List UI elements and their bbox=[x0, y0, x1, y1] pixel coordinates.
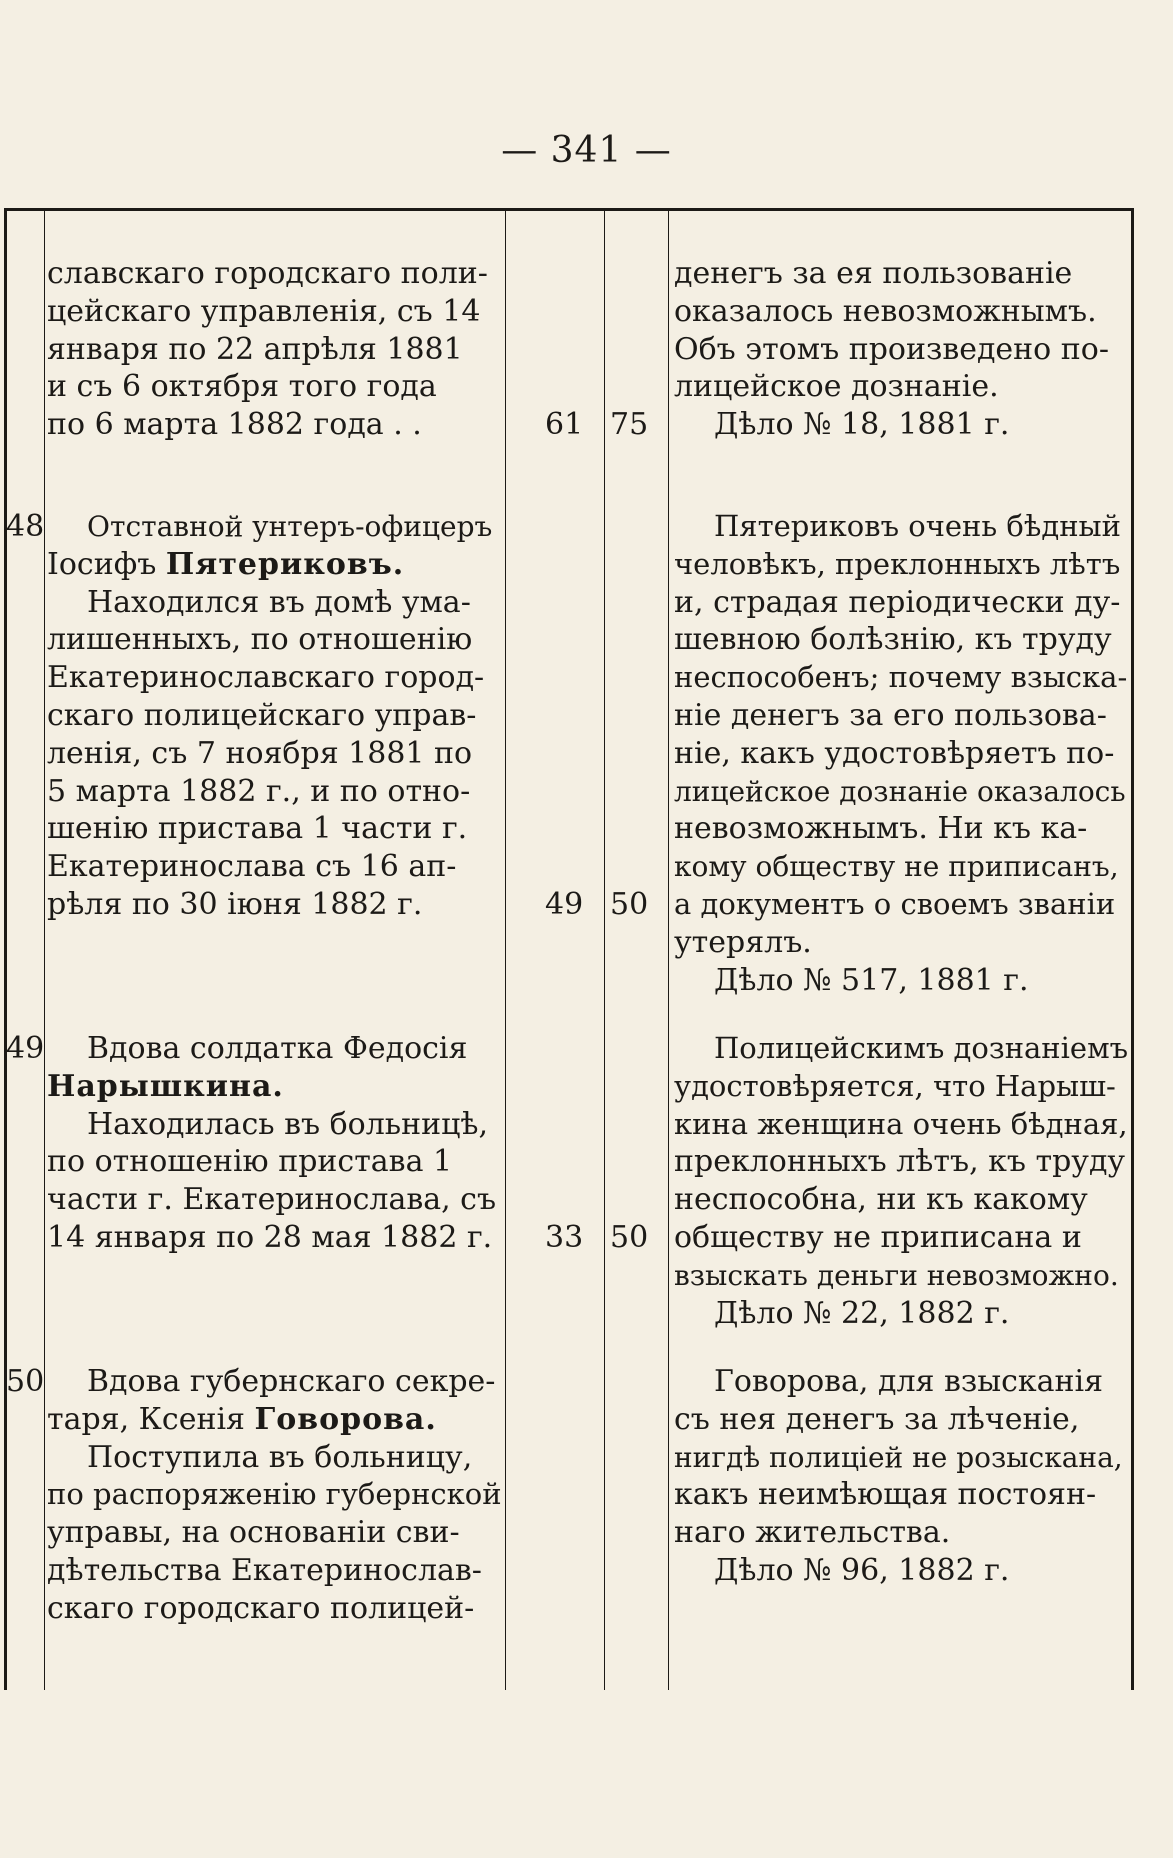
days-value: 61 bbox=[545, 407, 584, 442]
entry-description bbox=[47, 508, 502, 924]
entry-description bbox=[47, 255, 502, 444]
text-line: части г. Екатеринослава, съ bbox=[47, 1182, 497, 1218]
entry-description bbox=[47, 1030, 502, 1257]
days-value: 33 bbox=[545, 1220, 584, 1255]
text-line: денегъ за ея пользованіе bbox=[674, 256, 1073, 291]
text-line: Полицейскимъ дознаніемъ bbox=[714, 1031, 1129, 1065]
column-divider-amount bbox=[668, 210, 669, 1690]
text-line: рѣля по 30 іюня 1882 г. bbox=[47, 886, 423, 922]
entry-number: 48 bbox=[6, 509, 45, 544]
case-reference: Дѣло № 22, 1882 г. bbox=[714, 1295, 1010, 1331]
text-line: Екатеринославскаго город- bbox=[47, 660, 485, 696]
text-line: славскаго городскаго поли- bbox=[47, 256, 488, 291]
text-line: удостовѣряется, что Нарыш- bbox=[674, 1068, 1116, 1103]
text-line: 5 марта 1882 г., и по отно- bbox=[47, 773, 471, 809]
table-left-border bbox=[4, 210, 7, 1690]
person-name: таря, Ксенія Говорова. bbox=[47, 1401, 437, 1437]
surname: Говорова. bbox=[254, 1401, 437, 1437]
text-line: цейскаго управленія, съ 14 bbox=[47, 293, 481, 329]
table-top-rule bbox=[4, 208, 1134, 211]
entry-description bbox=[47, 1363, 502, 1628]
text-line: Говорова, для взысканія bbox=[714, 1364, 1104, 1399]
text-line: оказалось невозможнымъ. bbox=[674, 293, 1097, 329]
text-line: по 6 марта 1882 года . . bbox=[47, 407, 422, 443]
column-divider-text bbox=[505, 210, 506, 1690]
amount-value: 75 bbox=[610, 407, 649, 442]
case-reference: Дѣло № 96, 1882 г. bbox=[714, 1552, 1010, 1588]
table-right-border bbox=[1131, 210, 1134, 1690]
text-line: человѣкъ, преклонныхъ лѣтъ bbox=[674, 546, 1121, 581]
case-reference: Дѣло № 517, 1881 г. bbox=[714, 962, 1029, 998]
text-line: января по 22 апрѣля 1881 bbox=[47, 331, 463, 367]
text-line: кому обществу не приписанъ, bbox=[674, 850, 1119, 884]
text-line: какъ неимѣющая постоян- bbox=[674, 1477, 1097, 1513]
text-line: скаго полицейскаго управ- bbox=[47, 697, 477, 733]
text-line: ніе денегъ за его пользова- bbox=[674, 697, 1107, 733]
entry-remarks bbox=[674, 1030, 1129, 1332]
page-number: — 341 — bbox=[501, 130, 672, 171]
entry-remarks bbox=[674, 508, 1129, 999]
text-line: обществу не приписана и bbox=[674, 1219, 1082, 1255]
person-name bbox=[47, 1068, 502, 1106]
text-line: шенію пристава 1 части г. bbox=[47, 811, 468, 847]
text-line: Поступила въ больницу, bbox=[87, 1439, 473, 1475]
text-line: нигдѣ полиціей не розыскана, bbox=[674, 1440, 1123, 1474]
text-line: 14 января по 28 мая 1882 г. bbox=[47, 1219, 493, 1255]
text-line: Отставной унтеръ-офицеръ bbox=[87, 510, 493, 543]
text-line: съ нея денегъ за лѣченіе, bbox=[674, 1401, 1080, 1437]
text-line: Объ этомъ произведено по- bbox=[674, 331, 1109, 367]
text-line: дѣтельства Екатеринослав- bbox=[47, 1552, 482, 1588]
text-line: кина женщина очень бѣдная, bbox=[674, 1106, 1128, 1141]
text-line: Находился въ домѣ ума- bbox=[87, 584, 471, 620]
text-line: Вдова губернскаго секре- bbox=[87, 1364, 496, 1399]
text-line: Находилась въ больницѣ, bbox=[87, 1106, 489, 1142]
column-divider-days bbox=[604, 210, 605, 1690]
text-line: неспособенъ; почему взыска- bbox=[674, 660, 1128, 695]
text-line: по распоряженію губернской bbox=[47, 1477, 502, 1512]
entry-number: 50 bbox=[6, 1364, 45, 1399]
text-line: лицейское дознаніе. bbox=[674, 369, 999, 405]
text-line: а документъ о своемъ званіи bbox=[674, 886, 1116, 921]
entry-number: 49 bbox=[6, 1031, 45, 1066]
text-line: наго жительства. bbox=[674, 1515, 951, 1551]
amount-value: 50 bbox=[610, 887, 649, 922]
text-line: Вдова солдатка Федосія bbox=[87, 1031, 468, 1066]
text-line: Екатеринослава съ 16 ап- bbox=[47, 849, 457, 885]
surname: Пятериковъ. bbox=[165, 546, 405, 582]
amount-value: 50 bbox=[610, 1220, 649, 1255]
text-line: невозможнымъ. Ни къ ка- bbox=[674, 811, 1088, 847]
text-line: лишенныхъ, по отношенію bbox=[47, 622, 473, 658]
text-line: утерялъ. bbox=[674, 924, 812, 960]
text-line: преклонныхъ лѣтъ, къ труду bbox=[674, 1144, 1126, 1180]
surname: Нарышкина. bbox=[47, 1068, 284, 1104]
text-line: взыскать деньги невозможно. bbox=[674, 1258, 1119, 1292]
entry-remarks bbox=[674, 1363, 1129, 1590]
entry-remarks bbox=[674, 255, 1129, 444]
text-line: шевною болѣзнію, къ труду bbox=[674, 622, 1112, 658]
text-line: ленія, съ 7 ноября 1881 по bbox=[47, 735, 473, 771]
text-line: Пятериковъ очень бѣдный bbox=[714, 509, 1121, 543]
text-line: ніе, какъ удостовѣряетъ по- bbox=[674, 735, 1115, 771]
days-value: 49 bbox=[545, 887, 584, 922]
text-line: скаго городскаго полицей- bbox=[47, 1590, 475, 1626]
text-line: и, страдая періодически ду- bbox=[674, 584, 1121, 620]
text-line: и съ 6 октября того года bbox=[47, 369, 437, 405]
person-name: Іосифъ Пятериковъ. bbox=[47, 546, 405, 582]
text-line: неспособна, ни къ какому bbox=[674, 1182, 1088, 1218]
text-line: по отношенію пристава 1 bbox=[47, 1144, 453, 1180]
text-line: управы, на основаніи сви- bbox=[47, 1515, 460, 1551]
text-line: лицейское дознаніе оказалось bbox=[674, 774, 1126, 808]
column-divider-number bbox=[44, 210, 45, 1690]
case-reference: Дѣло № 18, 1881 г. bbox=[714, 407, 1010, 443]
